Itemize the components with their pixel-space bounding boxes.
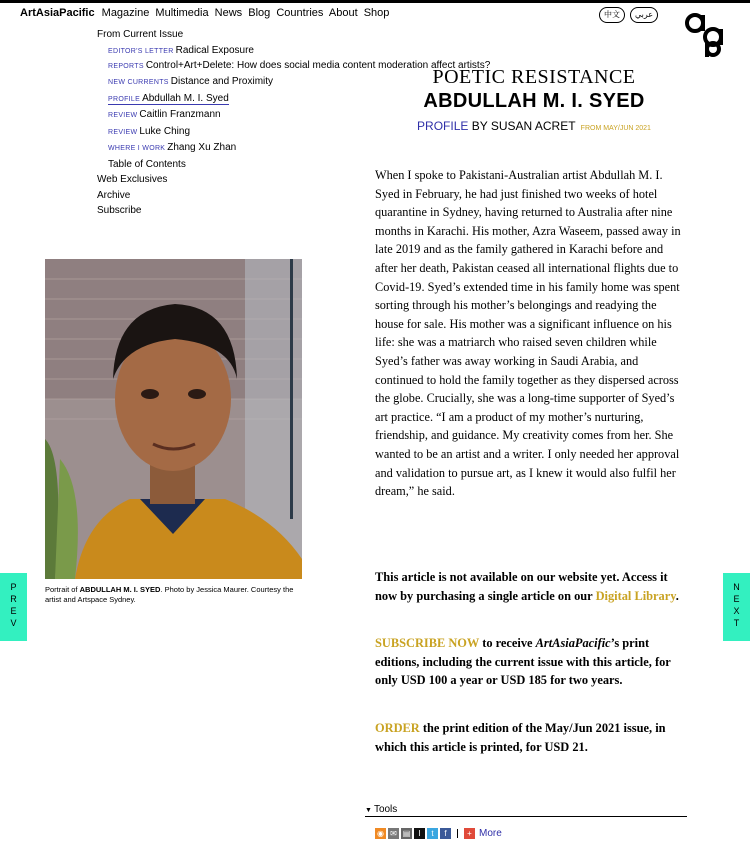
print-icon[interactable]: ▤ — [402, 828, 411, 838]
category-label: NEW CURRENTS — [108, 79, 169, 86]
instapaper-icon[interactable]: I — [414, 828, 425, 839]
artist-portrait — [45, 259, 302, 579]
nav-about[interactable]: About — [328, 7, 358, 19]
category-label: REPORTS — [108, 63, 144, 70]
byline — [360, 119, 708, 133]
top-nav — [20, 7, 392, 19]
twitter-icon[interactable]: t — [427, 828, 438, 839]
brand-link[interactable]: ArtAsiaPacific — [20, 7, 95, 19]
prev-article-button[interactable]: P R E V — [0, 573, 27, 641]
article-kind-link[interactable]: PROFILE — [417, 119, 469, 133]
sidebar-item-new-currents[interactable]: NEW CURRENTS Distance and Proximity — [108, 76, 274, 87]
subscribe-notice: SUBSCRIBE NOW to receive ArtAsiaPacific’s print editions, including the current issue with this article, for only USD 100 a year or USD 185 for two years. — [375, 636, 671, 688]
tools-toggle[interactable]: ▼ Tools — [365, 804, 687, 817]
category-label: PROFILE — [108, 95, 141, 103]
sidebar-item-profile[interactable]: PROFILE Abdullah M. I. Syed — [108, 92, 229, 104]
subscribe-now-link[interactable]: SUBSCRIBE NOW — [375, 636, 480, 650]
author-byline: BY SUSAN ACRET — [471, 119, 576, 133]
rss-icon[interactable]: ◉ — [375, 828, 386, 839]
issue-sidebar — [97, 27, 491, 219]
next-article-button[interactable]: N E X T — [723, 573, 750, 641]
current-issue-link[interactable]: From Current Issue — [97, 29, 184, 40]
nav-magazine[interactable]: Magazine — [101, 7, 150, 19]
sidebar-item-where-i-work[interactable]: WHERE I WORK Zhang Xu Zhan — [108, 142, 237, 153]
sidebar-item-review-franzmann[interactable]: REVIEW Caitlin Franzmann — [108, 109, 221, 120]
email-icon[interactable]: ✉ — [388, 828, 399, 839]
category-label: WHERE I WORK — [108, 145, 166, 152]
sidebar-item-review-ching[interactable]: REVIEW Luke Ching — [108, 125, 191, 137]
table-of-contents-link[interactable]: Table of Contents — [108, 158, 186, 170]
nav-multimedia[interactable]: Multimedia — [155, 7, 209, 19]
article-subject: ABDULLAH M. I. SYED — [423, 90, 645, 112]
sidebar-item-editors-letter[interactable]: EDITOR'S LETTER Radical Exposure — [108, 44, 254, 56]
order-notice: ORDER the print edition of the May/Jun 2021 issue, in which this article is printed, for USD 21. — [375, 721, 666, 754]
lang-chinese-button[interactable]: 中文 — [599, 7, 625, 23]
issue-source-link[interactable]: FROM MAY/JUN 2021 — [580, 125, 651, 132]
article-body: When I spoke to Pakistani-Australian artist Abdullah M. I. Syed in February, he had just finished two weeks of hotel quarantine in Sydney, having returned to Australia after nine months in Karachi. His mother, Azra Waseem, passed away in late 2019 and as the family gathered in Karachi before and after her death, Pakistan ceased all international flights due to Covid-19. Syed’s extended time in his family home was spent sorting through his mother’s belongings and readying the house for sale. His mother was a significant influence on his life: she was a matriarch who raised seven children while Syed’s father was away working in Saudi Arabia, and continued to hold the family together as they dispersed across the globe. Crucially, she was a long-time supporter of Syed’s art practice. “I am a product of my mother’s nurturing, friendship, and guidance. My creativity comes from her. She wanted to be an artist and a writer. I only needed her approval and validation to pursue art, as I knew it would also fulfil her dream,” he said. — [375, 168, 681, 499]
share-more-link[interactable]: More — [479, 827, 502, 839]
share-bar — [375, 826, 502, 840]
category-label: REVIEW — [108, 112, 138, 119]
facebook-icon[interactable]: f — [440, 828, 451, 839]
nav-countries[interactable]: Countries — [276, 7, 324, 19]
order-link[interactable]: ORDER — [375, 721, 420, 735]
subscribe-link[interactable]: Subscribe — [97, 205, 142, 216]
nav-shop[interactable]: Shop — [363, 7, 390, 19]
lang-arabic-button[interactable]: عربي — [630, 7, 658, 23]
nav-blog[interactable]: Blog — [248, 7, 271, 19]
portrait-caption: Portrait of ABDULLAH M. I. SYED. Photo by Jessica Maurer. Courtesy the artist and Artspace Sydney. — [45, 585, 294, 604]
plus-icon: + — [464, 828, 475, 839]
sidebar-item-reports[interactable]: REPORTS Control+Art+Delete: How does social media content moderation affect artists? — [108, 60, 491, 71]
triangle-down-icon: ▼ — [365, 807, 372, 814]
category-label: EDITOR'S LETTER — [108, 47, 174, 55]
divider — [457, 829, 458, 838]
web-exclusives-link[interactable]: Web Exclusives — [97, 174, 168, 185]
aap-logo-icon[interactable] — [683, 9, 731, 57]
archive-link[interactable]: Archive — [97, 189, 131, 201]
article-title: POETIC RESISTANCE — [432, 66, 636, 88]
unavailable-notice: This article is not available on our website yet. Access it now by purchasing a single article on our Digital Library. — [375, 570, 679, 603]
category-label: REVIEW — [108, 128, 138, 136]
digital-library-link[interactable]: Digital Library — [595, 588, 676, 603]
nav-news[interactable]: News — [214, 7, 243, 19]
